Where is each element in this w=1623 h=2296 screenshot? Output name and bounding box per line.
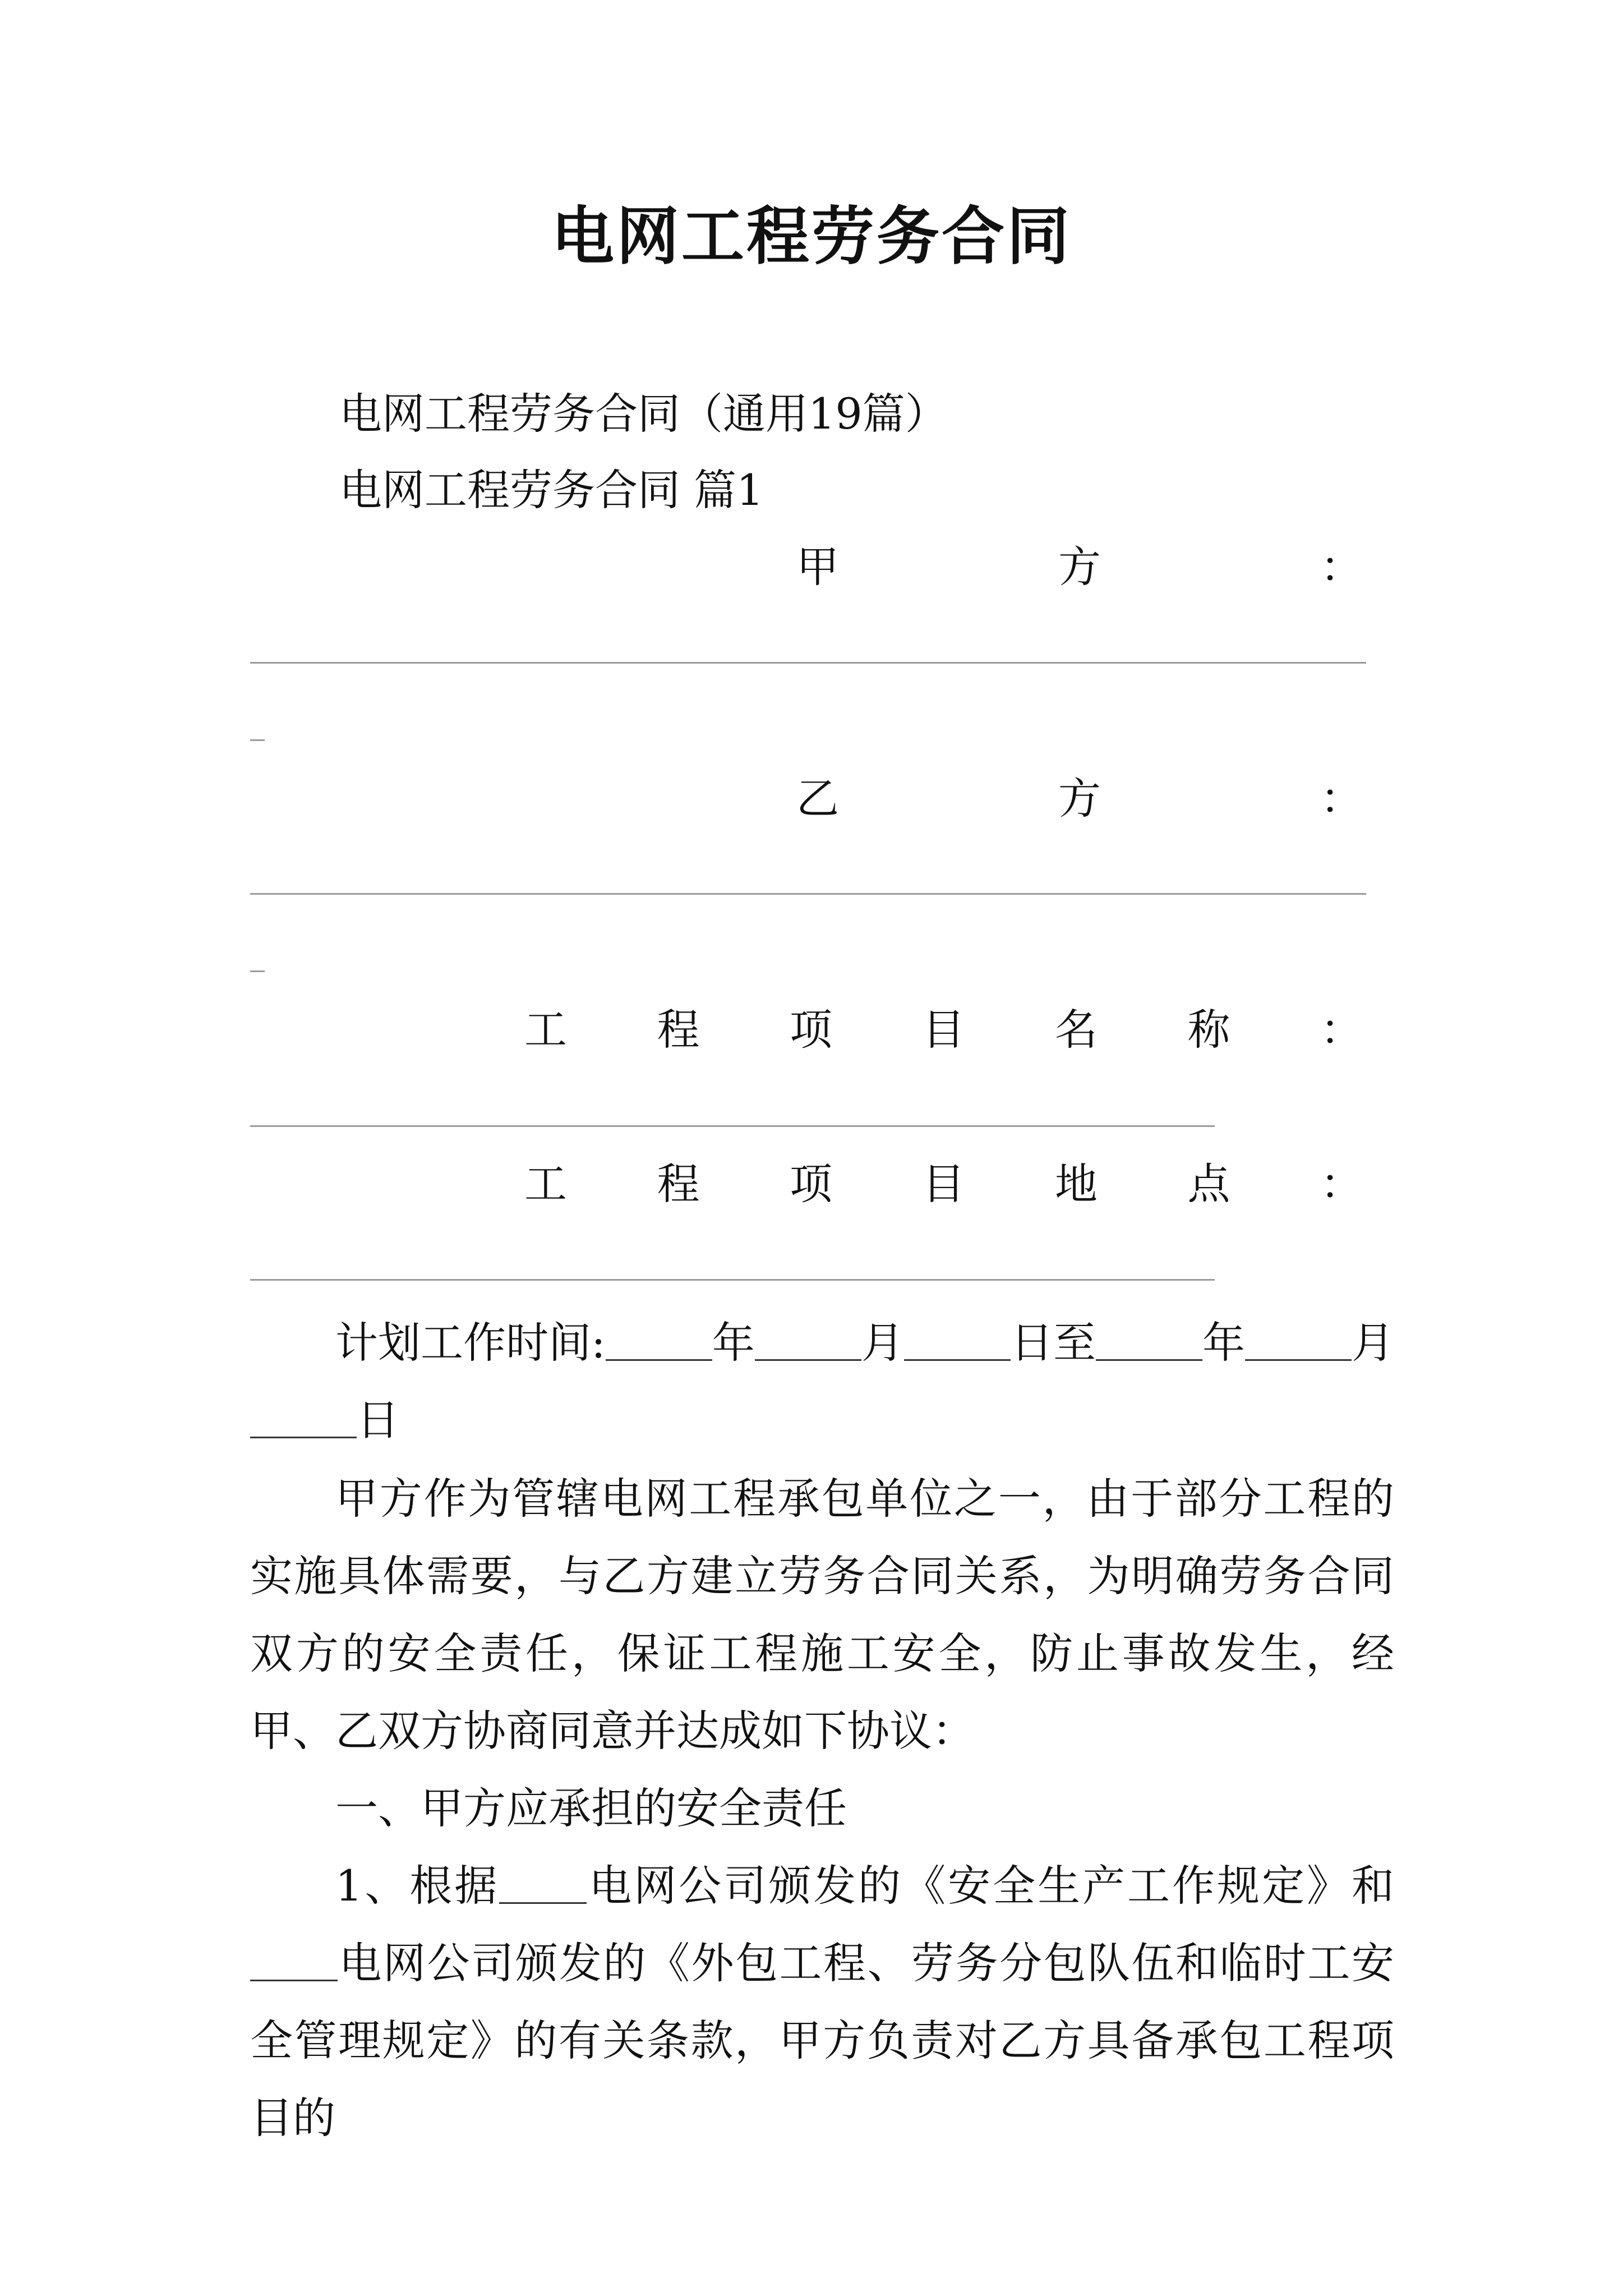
start-month-blank (755, 1317, 861, 1361)
project-name-label (524, 1004, 1363, 1055)
party-a-tick (250, 739, 265, 741)
clause-1-1-part: 电网公司颁发的《安全生产工作规定》和 (587, 1861, 1395, 1911)
start-month-unit: 月 (861, 1318, 904, 1368)
project-location-char: 项 (790, 1159, 832, 1209)
clause-1-1-part: 电网公司颁发的《外包工程、劳务分包队伍和临时工安全管理规定》的有关条款，甲方负责对乙方具备承包工程项目的 (250, 1938, 1394, 2143)
end-day-blank (250, 1394, 357, 1438)
project-location-char: 程 (657, 1159, 700, 1209)
document-subtitle: 电网工程劳务合同（通用19篇） (339, 389, 948, 439)
party-b-char: 乙 (796, 774, 839, 823)
project-location-colon: ： (1320, 1159, 1363, 1209)
project-name-char: 称 (1187, 1005, 1230, 1055)
start-year-unit: 年 (712, 1318, 755, 1368)
company-blank (250, 1937, 338, 1981)
clause-1-heading: 一、甲方应承担的安全责任 (335, 1783, 847, 1833)
project-location-fill-line (250, 1279, 1215, 1281)
party-b-label (796, 773, 1363, 824)
work-time-paragraph (250, 1304, 1394, 1459)
project-location-char: 目 (922, 1159, 965, 1209)
project-name-char: 工 (524, 1005, 567, 1055)
project-location-char: 工 (524, 1159, 567, 1209)
project-name-char: 项 (790, 1005, 832, 1055)
party-b-colon: ： (1320, 774, 1363, 823)
project-location-label (524, 1158, 1363, 1209)
project-name-colon: ： (1320, 1005, 1363, 1055)
project-location-char: 点 (1187, 1159, 1230, 1209)
end-year-unit: 年 (1202, 1318, 1246, 1368)
project-name-char: 目 (922, 1005, 965, 1055)
end-month-unit: 月 (1352, 1318, 1395, 1368)
start-year-blank (606, 1317, 712, 1361)
party-a-char: 方 (1058, 542, 1101, 592)
project-location-char: 地 (1055, 1159, 1098, 1209)
work-time-label: 计划工作时间: (335, 1318, 606, 1368)
party-a-label (796, 541, 1363, 592)
party-b-fill-line (250, 893, 1366, 895)
clause-1-1-paragraph (250, 1847, 1394, 2157)
project-name-fill-line (250, 1125, 1215, 1127)
party-a-fill-line (250, 662, 1366, 664)
company-blank (499, 1860, 587, 1904)
end-day-unit: 日 (357, 1395, 399, 1445)
intro-paragraph: 甲方作为管辖电网工程承包单位之一，由于部分工程的实施具体需要，与乙方建立劳务合同关系，为明确劳务合同双方的安全责任，保证工程施工安全，防止事故发生，经甲、乙双方协商同意并达成如下协议： (250, 1474, 1394, 1756)
end-month-blank (1245, 1317, 1352, 1361)
start-day-to: 日至 (1010, 1318, 1096, 1368)
project-name-char: 名 (1055, 1005, 1098, 1055)
party-b-char: 方 (1058, 774, 1101, 823)
section-heading: 电网工程劳务合同 篇1 (339, 465, 764, 515)
party-a-colon: ： (1320, 542, 1363, 592)
party-a-char: 甲 (796, 542, 839, 592)
party-b-tick (250, 970, 265, 972)
project-name-char: 程 (657, 1005, 700, 1055)
start-day-blank (904, 1317, 1011, 1361)
clause-1-1-part: 1、根据 (335, 1861, 500, 1911)
document-title: 电网工程劳务合同 (551, 200, 1072, 273)
end-year-blank (1096, 1317, 1202, 1361)
